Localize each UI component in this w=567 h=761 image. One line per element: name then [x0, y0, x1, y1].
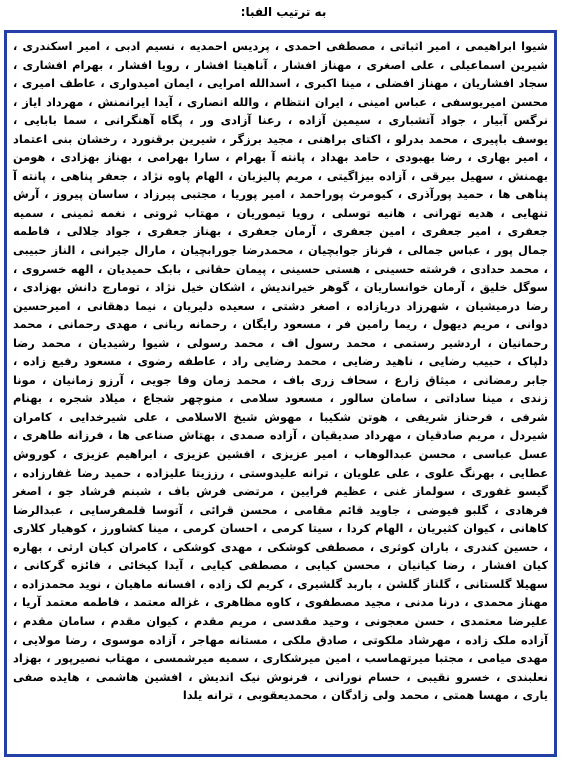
page-heading: به ترتیب الفبا: — [240, 5, 327, 19]
names-box — [4, 30, 557, 757]
signatories-list: شیوا ابراهیمی ، امیر اثباتی ، مصطفی احمدی ، پردیس احمدیه ، نسیم ادبی ، امیر اسکندری ، شیرین اسماعیلی ، علی اصغری ، مهناز افشار ، آناهیتا افشار ، رویا افشار ، بهرام افشاری ، سجاد افشاریان ، مهناز افضلی ، مینا اکبری ، اسدالله امرایی ، ایمان امیدواری ، عاطف امیری ، محسن امیریوسفی ، عباس امینی ، ایران انتظام ، والله انصاری ، آیدا ایرانمنش ، مهرداد ایاز ، نرگس آبیار ، جواد آتشباری ، سیمین آزاده ، رعنا آزادی ور ، پگاه آهنگرانی ، سما بابایی ، یوسف باپیری ، محمد بدرلو ، اکتای براهنی ، مجید برزگر ، شیرین برقنورد ، رخشان بنی اعتماد ، امیر بهاری ، رضا بهبودی ، حامد بهداد ، پانته آ بهرام ، سارا بهرامی ، بهناز بهزادی ، هومن بهمنش ، سهیل بیرقی ، آزاده بیزاگیتی ، مریم پالیزبان ، الهام پاوه نژاد ، جعفر پناهی ، پانته آ پناهی ها ، حمید پورآذری ، کیومرث پوراحمد ، امیر پوریا ، مجتبی پیرزاد ، ساسان پیروز ، آرش تنهایی ، هدیه تهرانی ، هانیه توسلی ، رویا تیموریان ، مهتاب ثروتی ، نغمه ثمینی ، سمیه جعفری ، امیر جعفری ، امین جعفری ، آرمان جعفری ، بهناز جعفری ، جواد جلالی ، فاطمه جمال پور ، عباس جمالی ، فرناز جوابچیان ، محمدرضا جورابچیان ، مارال جیرانی ، الناز حبیبی ، محمد حدادی ، فرشته حسینی ، هستی حسینی ، پیمان حقانی ، بابک حمیدیان ، الهه خسروی ، سوگل خلیق ، آرمان خوانساریان ، گوهر خیراندیش ، اشکان خیل نژاد ، تومارج دانش بهزادی ، رضا درمیشیان ، شهرزاد دریازاده ، اصغر دشتی ، سعیده دلیریان ، نیما دهقانی ، امیرحسین دوانی ، مریم دیهول ، ریما رامین فر ، مسعود رایگان ، رحمانه ربانی ، مهدی رحمانی ، محمد رحمانیان ، اردشیر رستمی ، محمد رسول اف ، محمد رسولی ، شیوا رشیدیان ، محمد رضا دلپاک ، حبیب رضایی ، ناهید رضایی ، محمد رضایی راد ، عاطفه رضوی ، مسعود رفیع زاده ، جابر رمضانی ، میثاق زارع ، سحاف زری باف ، محمد زمان وفا جویی ، آرزو زمانیان ، مونا زندی ، مینا ساداتی ، سامان سالور ، مسعود سلامی ، منوچهر شجاع ، میلاد شجره ، بهنام شرفی ، فرحناز شریفی ، هوتن شکیبا ، مهوش شیخ الاسلامی ، علی شیرخدایی ، کامران شیردل ، مریم صادقیان ، مهرداد صدیقیان ، آزاده صمدی ، بهتاش صناعی ها ، فرزانه طاهری ، عسل عباسی ، محسن عبدالوهاب ، امیر عزیزی ، افشین عزیزی ، ابراهیم عزیزی ، کوروش عطایی ، بهرنگ علوی ، علی علویان ، ترانه علیدوستی ، رززیتا علیزاده ، حمید رضا غفارزاده ، گیسو غفوری ، سولماز غنی ، عظیم فرایین ، مرتضی فرش باف ، شبنم فرشاد جو ، اصغر فرهادی ، گلبو فیوضی ، جاوید قائم مقامی ، محسن قرائی ، آتوسا قلمفرسایی ، عبدالرضا کاهانی ، کیوان کثیریان ، الهام کردا ، سیتا کرمی ، احسان کرمی ، مینا کشاورز ، کوهیار کلاری ، حسین کندری ، باران کوثری ، مصطفی کوشکی ، مهدی کوشکی ، کامران کیان ارثی ، بهاره کیان افشار ، رضا کیانیان ، محسن کیایی ، مصطفی کیایی ، آیدا کیخائی ، فائزه گرکانی ، سهیلا گلستانی ، گلناز گلشن ، باربد گلشیری ، کریم لک زاده ، افسانه ماهیان ، نوید محمدزاده ، مهناز محمدی ، درنا مدنی ، مجید مصطفوی ، کاوه مظاهری ، غزاله معتمد ، فاطمه معتمد آریا ، علیرضا معتمدی ، حسن معجونی ، وحید مقدسی ، مریم مقدم ، کیوان مقدم ، سامان مقدم ، آزاده ملک زاده ، مهرشاد ملکوتی ، صادق ملکی ، مستانه مهاجر ، آزاده موسوی ، رضا مولایی ، مهدی میامی ، مجتبا میرتهماسب ، امین میرشکاری ، سمیه میرشمسی ، مهتاب نصیرپور ، بهزاد نعلبندی ، خسرو نقیبی ، حسام نورانی ، فرنوش نیک اندیش ، افشین هاشمی ، هایده صفی یاری ، مهسا همتی ، محمد ولی زادگان ، محمدیعقوبی ، ترانه یلدا — [13, 39, 548, 703]
